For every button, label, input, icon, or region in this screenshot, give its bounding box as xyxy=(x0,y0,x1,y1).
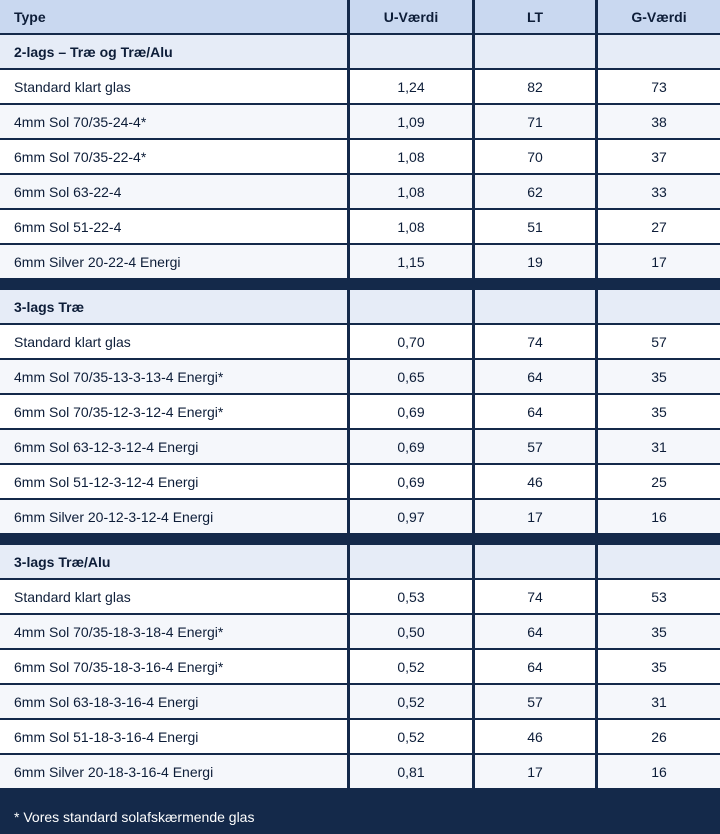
cell-lt: 62 xyxy=(475,175,595,208)
cell-u-value: 0,52 xyxy=(350,720,472,753)
header-type: Type xyxy=(0,0,347,33)
section-empty-cell xyxy=(598,35,720,68)
cell-lt: 64 xyxy=(475,615,595,648)
section-empty-cell xyxy=(598,290,720,323)
cell-u-value: 0,50 xyxy=(350,615,472,648)
table-body xyxy=(0,35,720,790)
cell-type: 6mm Sol 51-18-3-16-4 Energi xyxy=(0,720,347,753)
section-empty-cell xyxy=(350,35,472,68)
cell-lt: 74 xyxy=(475,580,595,613)
cell-g-value: 35 xyxy=(598,360,720,393)
table-row xyxy=(0,210,720,245)
cell-lt: 46 xyxy=(475,465,595,498)
cell-type: 6mm Sol 51-12-3-12-4 Energi xyxy=(0,465,347,498)
cell-u-value: 0,52 xyxy=(350,685,472,718)
cell-g-value: 35 xyxy=(598,650,720,683)
cell-g-value: 31 xyxy=(598,685,720,718)
cell-g-value: 25 xyxy=(598,465,720,498)
cell-type: 4mm Sol 70/35-18-3-18-4 Energi* xyxy=(0,615,347,648)
cell-type: 6mm Sol 70/35-12-3-12-4 Energi* xyxy=(0,395,347,428)
cell-lt: 19 xyxy=(475,245,595,278)
cell-lt: 74 xyxy=(475,325,595,358)
cell-u-value: 1,09 xyxy=(350,105,472,138)
table-row xyxy=(0,720,720,755)
table-row xyxy=(0,360,720,395)
cell-type: 4mm Sol 70/35-13-3-13-4 Energi* xyxy=(0,360,347,393)
cell-g-value: 73 xyxy=(598,70,720,103)
cell-u-value: 0,69 xyxy=(350,430,472,463)
cell-u-value: 1,08 xyxy=(350,175,472,208)
header-u-value: U-Værdi xyxy=(350,0,472,33)
table-row xyxy=(0,175,720,210)
footnote: * Vores standard solafskærmende glas xyxy=(0,800,720,834)
cell-u-value: 1,08 xyxy=(350,210,472,243)
section-header-row xyxy=(0,545,720,580)
cell-u-value: 1,08 xyxy=(350,140,472,173)
cell-type: 6mm Silver 20-12-3-12-4 Energi xyxy=(0,500,347,533)
cell-type: 6mm Sol 63-22-4 xyxy=(0,175,347,208)
cell-u-value: 1,15 xyxy=(350,245,472,278)
cell-u-value: 0,81 xyxy=(350,755,472,788)
cell-g-value: 17 xyxy=(598,245,720,278)
cell-type: 6mm Sol 70/35-22-4* xyxy=(0,140,347,173)
cell-lt: 17 xyxy=(475,500,595,533)
cell-g-value: 16 xyxy=(598,500,720,533)
cell-lt: 70 xyxy=(475,140,595,173)
cell-u-value: 0,53 xyxy=(350,580,472,613)
table-row xyxy=(0,325,720,360)
cell-u-value: 0,97 xyxy=(350,500,472,533)
header-g-value: G-Værdi xyxy=(598,0,720,33)
section-title: 3-lags Træ/Alu xyxy=(0,545,347,578)
cell-u-value: 0,69 xyxy=(350,465,472,498)
section-empty-cell xyxy=(475,290,595,323)
table-row xyxy=(0,650,720,685)
cell-g-value: 38 xyxy=(598,105,720,138)
section-title: 2-lags – Træ og Træ/Alu xyxy=(0,35,347,68)
cell-type: Standard klart glas xyxy=(0,70,347,103)
cell-g-value: 37 xyxy=(598,140,720,173)
table-row xyxy=(0,430,720,465)
cell-g-value: 33 xyxy=(598,175,720,208)
table-row xyxy=(0,465,720,500)
table-row xyxy=(0,615,720,650)
cell-lt: 57 xyxy=(475,430,595,463)
table-row xyxy=(0,70,720,105)
cell-u-value: 0,69 xyxy=(350,395,472,428)
table-row xyxy=(0,105,720,140)
cell-u-value: 1,24 xyxy=(350,70,472,103)
cell-type: Standard klart glas xyxy=(0,325,347,358)
cell-u-value: 0,65 xyxy=(350,360,472,393)
cell-lt: 64 xyxy=(475,360,595,393)
cell-type: 6mm Sol 63-12-3-12-4 Energi xyxy=(0,430,347,463)
cell-g-value: 26 xyxy=(598,720,720,753)
table-row xyxy=(0,685,720,720)
cell-g-value: 35 xyxy=(598,395,720,428)
cell-lt: 57 xyxy=(475,685,595,718)
cell-g-value: 57 xyxy=(598,325,720,358)
cell-lt: 82 xyxy=(475,70,595,103)
section-divider xyxy=(0,535,720,545)
cell-g-value: 35 xyxy=(598,615,720,648)
table-row xyxy=(0,755,720,790)
table-row xyxy=(0,395,720,430)
section-empty-cell xyxy=(350,290,472,323)
section-empty-cell xyxy=(598,545,720,578)
section-title: 3-lags Træ xyxy=(0,290,347,323)
cell-type: 6mm Sol 70/35-18-3-16-4 Energi* xyxy=(0,650,347,683)
section-divider xyxy=(0,280,720,290)
cell-g-value: 53 xyxy=(598,580,720,613)
cell-type: 6mm Sol 51-22-4 xyxy=(0,210,347,243)
cell-g-value: 16 xyxy=(598,755,720,788)
table-header-row xyxy=(0,0,720,35)
cell-lt: 64 xyxy=(475,650,595,683)
cell-type: 6mm Sol 63-18-3-16-4 Energi xyxy=(0,685,347,718)
table-row xyxy=(0,580,720,615)
table-row xyxy=(0,245,720,280)
section-header-row xyxy=(0,35,720,70)
table-row xyxy=(0,500,720,535)
cell-lt: 64 xyxy=(475,395,595,428)
header-lt: LT xyxy=(475,0,595,33)
cell-lt: 51 xyxy=(475,210,595,243)
cell-u-value: 0,52 xyxy=(350,650,472,683)
cell-lt: 71 xyxy=(475,105,595,138)
section-empty-cell xyxy=(350,545,472,578)
table-row xyxy=(0,140,720,175)
cell-type: 6mm Silver 20-18-3-16-4 Energi xyxy=(0,755,347,788)
cell-type: 6mm Silver 20-22-4 Energi xyxy=(0,245,347,278)
cell-type: 4mm Sol 70/35-24-4* xyxy=(0,105,347,138)
cell-lt: 46 xyxy=(475,720,595,753)
cell-g-value: 31 xyxy=(598,430,720,463)
cell-lt: 17 xyxy=(475,755,595,788)
section-header-row xyxy=(0,290,720,325)
cell-g-value: 27 xyxy=(598,210,720,243)
section-empty-cell xyxy=(475,545,595,578)
cell-type: Standard klart glas xyxy=(0,580,347,613)
cell-u-value: 0,70 xyxy=(350,325,472,358)
section-empty-cell xyxy=(475,35,595,68)
